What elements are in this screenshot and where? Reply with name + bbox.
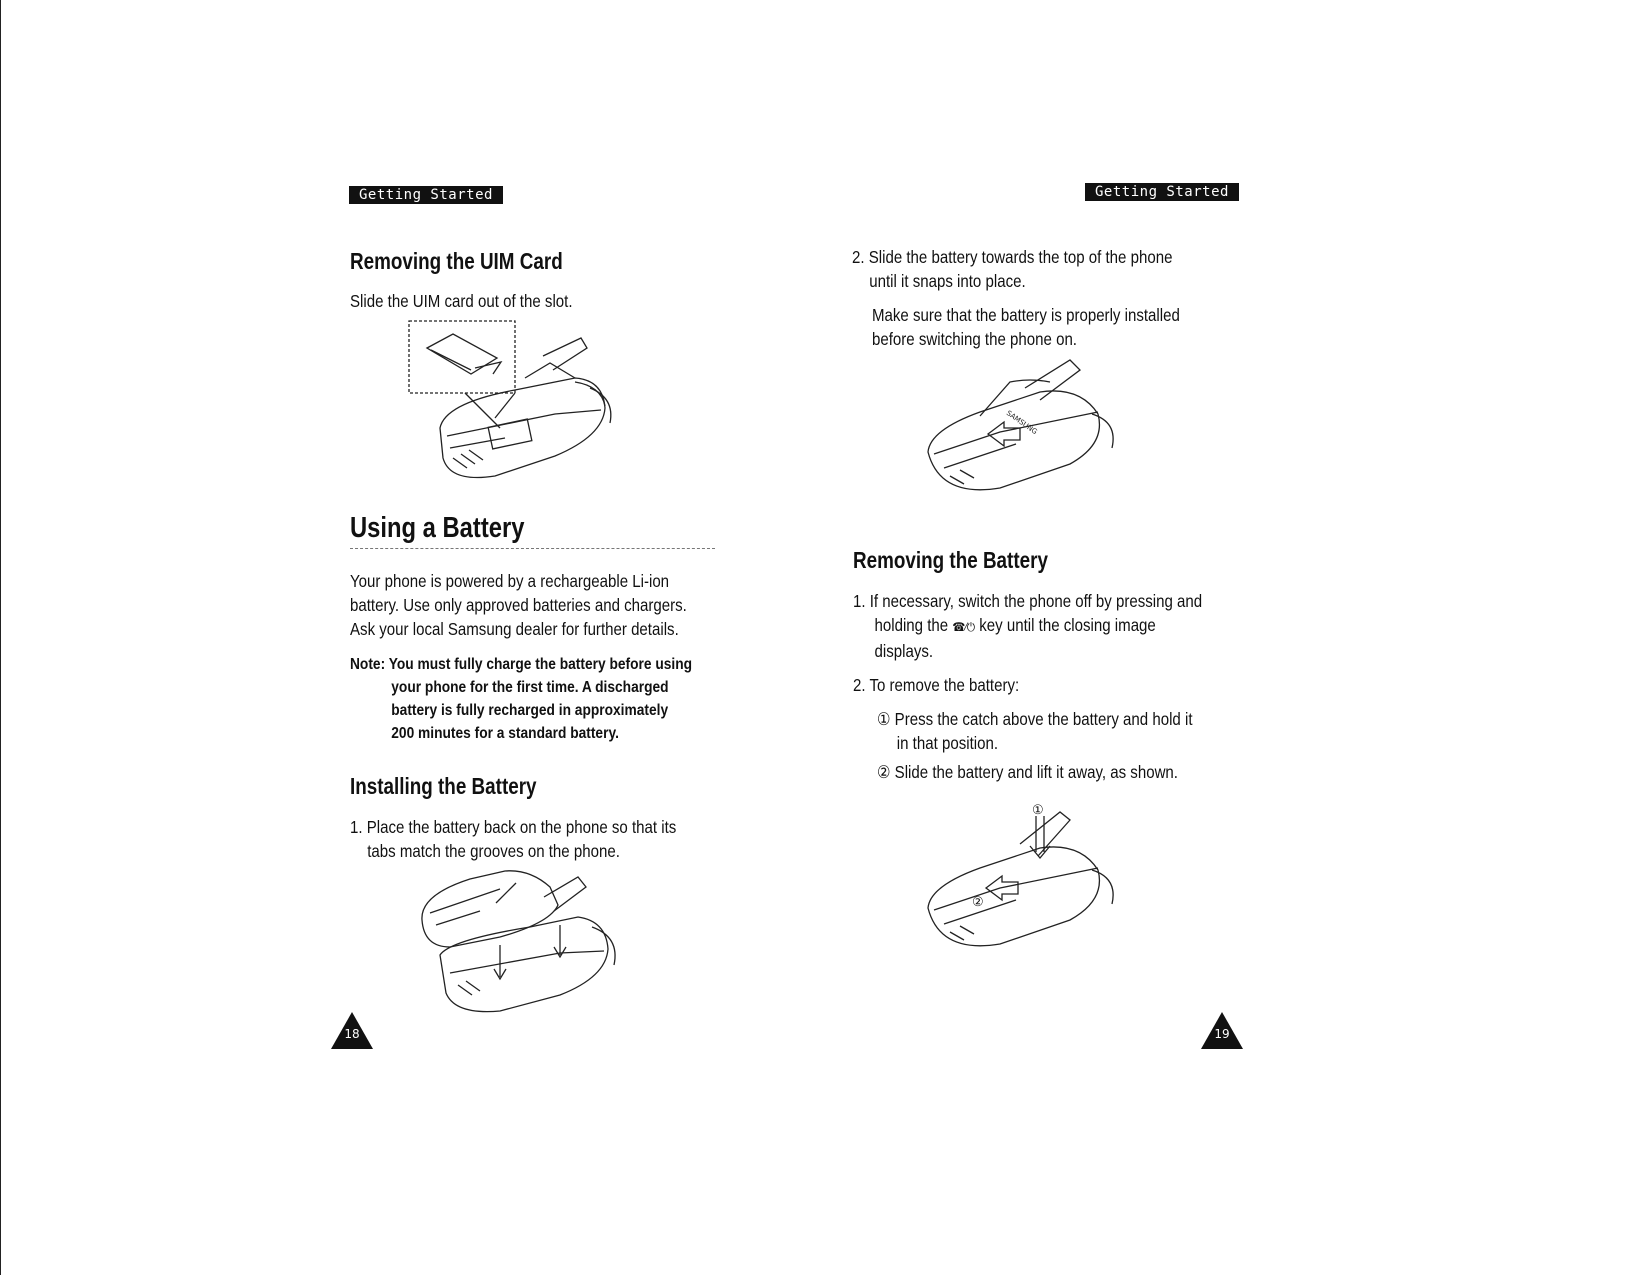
remove-step-1: 1. If necessary, switch the phone off by pressing and holding the ☎⁄⏻ key until the closing image displays.	[853, 591, 1203, 661]
install-step-1: 1. Place the battery back on the phone so that its tabs match the grooves on the phone.	[350, 817, 677, 861]
battery-snap-illustration	[920, 352, 1120, 502]
page-number-right: 19	[1200, 1010, 1244, 1050]
figure-marker-1: ①	[1032, 802, 1044, 817]
heading-removing-uim-card: Removing the UIM Card	[350, 248, 563, 274]
remove-substep-2: ② Slide the battery and lift it away, as shown.	[877, 762, 1178, 782]
battery-install-illustration	[410, 865, 625, 1015]
section-tab-left: Getting Started	[349, 186, 503, 204]
heading-using-a-battery: Using a Battery	[350, 512, 525, 544]
svg-text:SAMSUNG: SAMSUNG	[1004, 409, 1039, 437]
battery-removal-illustration	[920, 798, 1120, 958]
heading-removing-the-battery: Removing the Battery	[853, 547, 1048, 573]
figure-marker-2: ②	[972, 894, 984, 909]
heading-underline	[350, 548, 715, 549]
page-border	[0, 0, 1, 1275]
install-step-2-note: Make sure that the battery is properly installed before switching the phone on.	[872, 305, 1180, 349]
note-label: Note:	[350, 656, 386, 673]
heading-installing-the-battery: Installing the Battery	[350, 773, 537, 799]
section-tab-right: Getting Started	[1085, 183, 1239, 201]
page-number-left: 18	[330, 1010, 374, 1050]
remove-substep-1: ① Press the catch above the battery and hold it in that position.	[877, 709, 1193, 753]
remove-step-2: 2. To remove the battery:	[853, 675, 1020, 695]
charge-note: Note: You must fully charge the battery before using your phone for the first time. A discharged battery is fully recharged in approximately 200 minutes for a standard battery.	[350, 656, 693, 742]
battery-intro-paragraph: Your phone is powered by a rechargeable Li-ion battery. Use only approved batteries and chargers. Ask your local Samsung dealer for further details.	[350, 571, 687, 639]
install-step-2: 2. Slide the battery towards the top of the phone until it snaps into place.	[852, 247, 1173, 291]
uim-removal-text: Slide the UIM card out of the slot.	[350, 291, 573, 311]
end-power-key-icon: ☎⁄⏻	[952, 620, 976, 634]
uim-card-removal-illustration	[405, 318, 620, 488]
